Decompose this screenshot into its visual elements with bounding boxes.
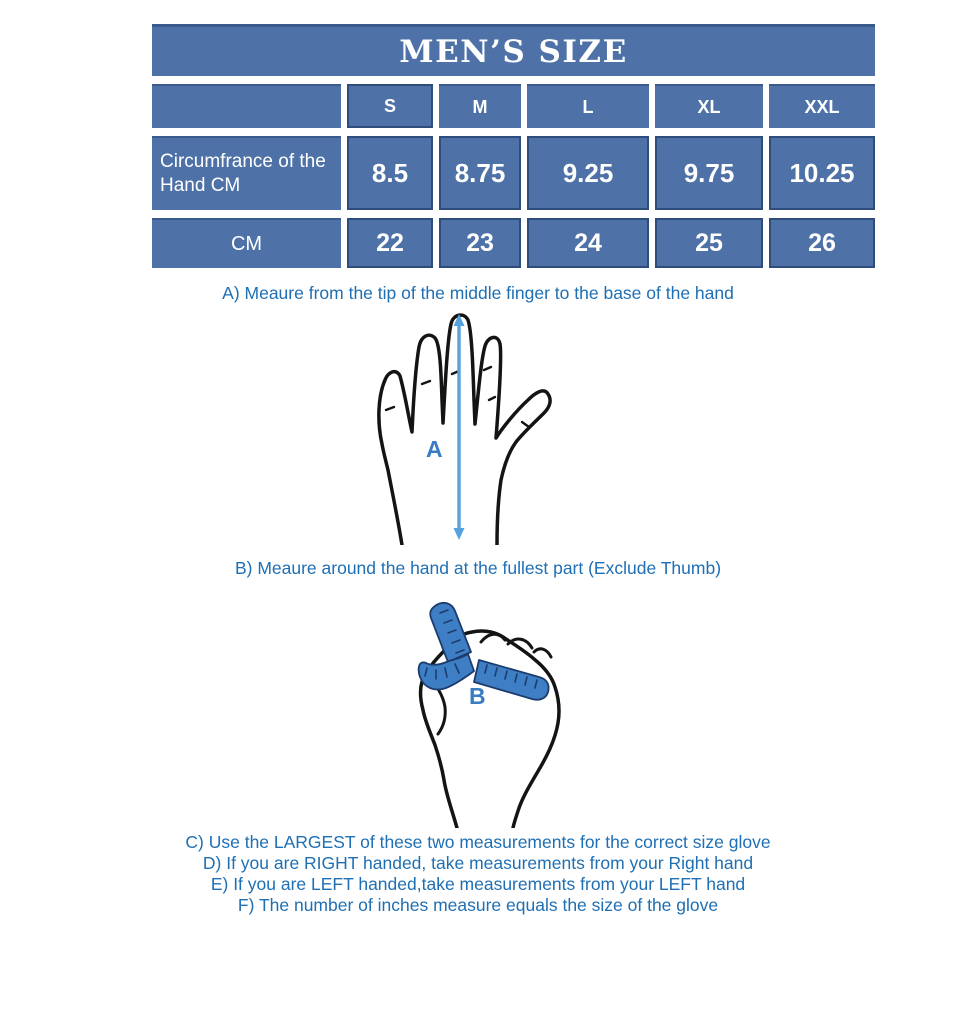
- table-title: MEN’S SIZE: [152, 24, 875, 76]
- instruction-c: C) Use the LARGEST of these two measurements for the correct size glove: [185, 832, 771, 852]
- cm-value-xl: 25: [655, 218, 763, 268]
- size-header-xl: XL: [655, 84, 763, 128]
- instructions-c-to-f: [0, 832, 956, 916]
- instruction-f: F) The number of inches measure equals the size of the glove: [237, 895, 719, 915]
- size-header-m: M: [439, 84, 521, 128]
- instruction-e: E) If you are LEFT handed,take measurements from your LEFT hand: [210, 874, 746, 894]
- instruction-a: A) Meaure from the tip of the middle finger to the base of the hand: [222, 283, 734, 303]
- circumference-value-s: 8.5: [347, 136, 433, 210]
- instruction-d: D) If you are RIGHT handed, take measurements from your Right hand: [202, 853, 754, 873]
- circumference-value-m: 8.75: [439, 136, 521, 210]
- circumference-value-xl: 9.75: [655, 136, 763, 210]
- circumference-value-l: 9.25: [527, 136, 649, 210]
- label-b: B: [469, 683, 486, 709]
- circumference-value-xxl: 10.25: [769, 136, 875, 210]
- instruction-b: B) Meaure around the hand at the fullest part (Exclude Thumb): [234, 558, 722, 578]
- label-a: A: [426, 436, 443, 462]
- cm-value-s: 22: [347, 218, 433, 268]
- corner-cell: [152, 84, 341, 128]
- hand-circumference-diagram: [393, 592, 573, 828]
- cm-value-m: 23: [439, 218, 521, 268]
- cm-value-xxl: 26: [769, 218, 875, 268]
- cm-value-l: 24: [527, 218, 649, 268]
- hand-outline: [379, 315, 550, 545]
- hand-length-diagram: [372, 310, 562, 545]
- mens-size-table: [152, 24, 875, 268]
- row-label-cm: CM: [152, 218, 341, 268]
- size-header-s: S: [347, 84, 433, 128]
- size-header-xxl: XXL: [769, 84, 875, 128]
- size-header-l: L: [527, 84, 649, 128]
- row-label-circumference: Circumfrance of the Hand CM: [152, 136, 341, 210]
